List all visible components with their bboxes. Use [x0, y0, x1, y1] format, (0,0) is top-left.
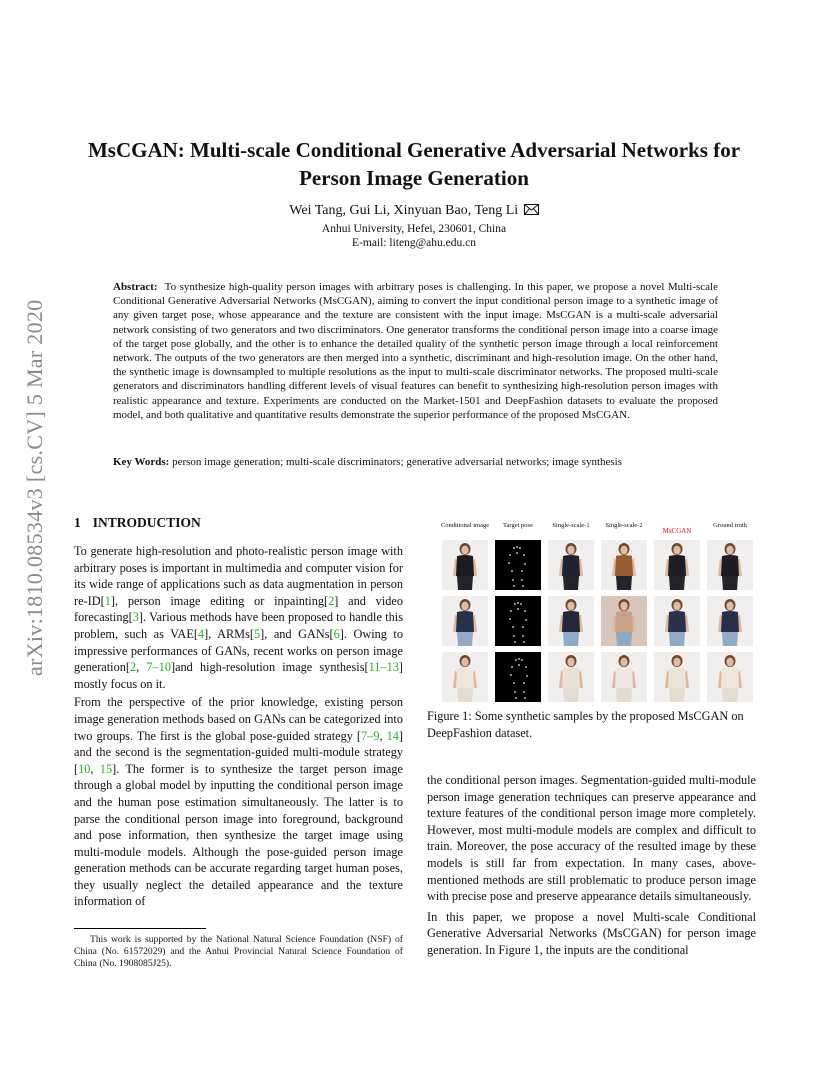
figure-column-headers — [436, 522, 756, 540]
citation-link[interactable]: 5 — [253, 626, 261, 641]
section-number: 1 — [74, 515, 81, 530]
keywords-label: Key Words: — [113, 456, 170, 468]
intro-paragraph-2: From the perspective of the prior knowledge, existing person image generation methods based on GANs can be categorized into two groups. The first is the global pose-guided strategy [7–9, 14] and the second is the segmentation-guided multi-module strategy [10, 15]. The former is to synthesize the target person image through a global model by inputting the conditional person image and the human pose estimation simultaneously. The latter is to parse the conditional person image into foreground, background and pose information, then synthesize the target image using multi-module models. Although the pose-guided person image generation methods can be accurate regarding target human poses, they usually neglect the detailed appearance and the texture information of — [74, 695, 403, 909]
person-sample-image — [601, 596, 647, 646]
envelope-icon — [524, 204, 539, 215]
person-sample-image — [548, 540, 594, 590]
author-names: Wei Tang, Gui Li, Xinyuan Bao, Teng Li — [289, 203, 519, 218]
affiliation-block — [60, 222, 768, 250]
citation-link[interactable]: 2 — [130, 660, 137, 675]
section-title: INTRODUCTION — [92, 515, 201, 530]
person-sample-image — [548, 596, 594, 646]
citation-link[interactable]: 11–13 — [368, 660, 399, 675]
abstract-text: To synthesize high-quality person images with arbitrary poses is challenging. In this paper, we propose a novel Multi-scale Conditional Generative Adversarial Networks (MsCGAN), aiming to convert the input conditional person image to a synthetic image of any given target pose, whose appearance and the texture are consistent with the input image. MsCGAN is a multi-scale adversarial network consisting of two generators and two discriminators. One generator transforms the conditional person image into a coarse image of the target pose globally, and the other is to enhance the detailed quality of the synthetic person image through a local reinforcement network. The outputs of the two generators are then merged into a synthetic, discriminant and high-resolution image. On the other hand, the synthetic image is downsampled to multiple resolutions as the input to multi-scale discriminator networks. The proposed multi-scale generators and discriminators handling different levels of visual features can benefit to synthesizing high-resolution person images with realistic appearance and texture. Experiments are conducted on the Market-1501 and DeepFashion datasets to evaluate the proposed model, and both qualitative and quantitative results demonstrate the superior performance of the proposed MsCGAN. — [113, 281, 718, 421]
person-sample-image — [654, 652, 700, 702]
target-pose-image — [495, 652, 541, 702]
figure-column-label-mscgan: MsCGAN — [662, 527, 692, 535]
target-pose-image — [495, 596, 541, 646]
author-line — [60, 203, 768, 219]
person-sample-image — [601, 540, 647, 590]
citation-link[interactable]: 10 — [78, 761, 91, 776]
intro-right-column — [427, 772, 756, 961]
citation-link[interactable]: 2 — [328, 593, 335, 608]
keywords — [113, 455, 718, 469]
figure-column-label: Conditional image — [440, 522, 490, 529]
intro-paragraph-1: To generate high-resolution and photo-realistic person image with arbitrary poses is important in multimedia and computer vision for its wide range of applications such as data augmentation in person re-ID[1], person image editing or inpainting[2] and video forecasting[3]. Various methods have been proposed to handle this problem, such as VAE[4], ARMs[5], and GANs[6]. Owing to impressive performances of GANs, recent works on person image generation[2, 7–10]and high-resolution image synthesis[11–13] mostly focus on it. — [74, 544, 403, 691]
figure-column-label: Target pose — [503, 522, 533, 529]
person-sample-image — [707, 540, 753, 590]
citation-link[interactable]: 4 — [197, 626, 205, 641]
paper-title: MsCGAN: Multi-scale Conditional Generative Adversarial Networks for Person Image Generation — [87, 138, 741, 190]
person-sample-image — [442, 652, 488, 702]
keywords-text: person image generation; multi-scale discriminators; generative adversarial networks; image synthesis — [172, 456, 623, 468]
abstract-label: Abstract: — [113, 281, 158, 293]
figure-1-caption: Figure 1: Some synthetic samples by the proposed MsCGAN on DeepFashion dataset. — [427, 709, 744, 740]
intro-left-column — [74, 543, 403, 912]
figure-column-label: Ground truth — [713, 522, 747, 529]
citation-link[interactable]: 7–10 — [146, 660, 171, 675]
contact-email: E-mail: liteng@ahu.edu.cn — [352, 237, 476, 249]
citation-link[interactable]: 6 — [333, 626, 340, 641]
target-pose-image — [495, 540, 541, 590]
section-heading-introduction — [74, 515, 404, 531]
person-sample-image — [442, 596, 488, 646]
intro-paragraph-4: In this paper, we propose a novel Multi-scale Conditional Generative Adversarial Networks (MsCGAN) for person image generation. In Figure 1, the inputs are the conditional — [427, 909, 756, 957]
person-sample-image — [707, 596, 753, 646]
person-sample-image — [548, 652, 594, 702]
figure-1 — [436, 522, 756, 702]
intro-paragraph-3: the conditional person images. Segmentation-guided multi-module person image generation techniques can preserve appearance and texture features of the conditional person image more completely. However, most multi-module models are complex and difficult to train. Moreover, the pose accuracy of the resulted image by these models is still far from expectation. In many cases, above-mentioned methods are still problematic to produce person image with precise pose and preserve appearance details simultaneously. — [427, 773, 756, 904]
citation-link[interactable]: 3 — [132, 610, 139, 625]
figure-column-label: Single-scale-1 — [552, 522, 590, 529]
person-sample-image — [654, 540, 700, 590]
arxiv-identifier-stamp: arXiv:1810.08534v3 [cs.CV] 5 Mar 2020 — [22, 299, 47, 677]
person-sample-image — [654, 596, 700, 646]
footnote: This work is supported by the National Natural Science Foundation (NSF) of China (No. 61572029) and the Anhui Provincial Natural Science Foundation of China (No. 1908085J25). — [74, 934, 403, 970]
footnote-divider — [74, 928, 206, 929]
person-sample-image — [707, 652, 753, 702]
figure-column-label: Single-scale-2 — [605, 522, 643, 529]
abstract — [113, 280, 718, 422]
person-sample-image — [442, 540, 488, 590]
citation-link[interactable]: 15 — [99, 761, 113, 776]
affiliation: Anhui University, Hefei, 230601, China — [321, 223, 507, 235]
citation-link[interactable]: 1 — [104, 593, 111, 608]
citation-link[interactable]: 7–9 — [361, 728, 380, 743]
citation-link[interactable]: 14 — [386, 728, 399, 743]
person-sample-image — [601, 652, 647, 702]
